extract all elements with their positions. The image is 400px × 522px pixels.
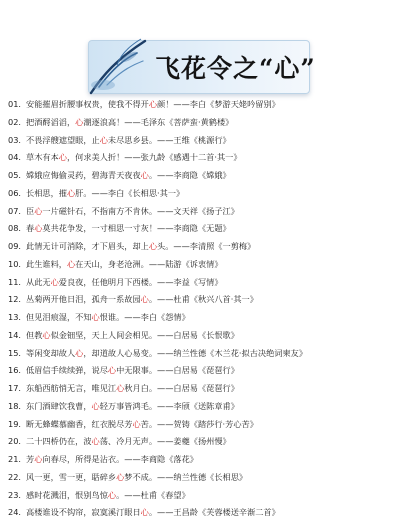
verse-number: 17. [8,383,22,393]
title-banner [88,40,316,94]
verse-item [8,327,396,345]
verse-item [8,149,396,167]
verse-text: 东船西舫悄无言，唯见江心秋月白。——白居易《琵琶行》 [26,383,239,393]
verse-item [8,362,396,380]
page-title: 飞花令之“心” [155,54,316,83]
verse-item [8,274,396,292]
verse-text: 从此无心爱良夜，任他明月下西楼。——李益《写情》 [26,276,223,287]
verse-text: 把酒酹滔滔，心潮逐浪高！——毛泽东《菩萨蛮·黄鹤楼》 [26,116,234,127]
verse-number: 20. [8,436,22,447]
verse-item [8,256,396,274]
verse-text: 此情无计可消除，才下眉头，却上心头。——李清照《一剪梅》 [26,241,256,251]
verse-text: 芳心向春尽，所得是沾衣。——李商隐《落花》 [26,454,198,464]
verse-list [8,96,396,522]
verse-number: 01. [8,99,22,109]
verse-text: 风一更，雪一更，聒碎乡心梦不成。——纳兰性德《长相思》 [26,471,248,482]
verse-text: 感时花溅泪，恨别鸟惊心。——杜甫《春望》 [26,489,190,500]
verse-number: 06. [8,187,22,198]
verse-number: 16. [8,365,22,376]
verse-item [8,238,396,256]
verse-item [8,185,396,203]
verse-text: 草木有本心，何求美人折！——张九龄《感遇十二首·其一》 [26,152,242,163]
verse-text: 长相思，摧心肝。——李白《长相思·其一》 [26,187,185,198]
verse-number: 02. [8,116,22,127]
verse-text: 但见泪痕湿，不知心恨谁。——李白《怨情》 [26,312,190,322]
verse-number: 13. [8,312,22,322]
verse-text: 二十四桥仍在，波心荡、冷月无声。——姜夔《扬州慢》 [26,436,231,447]
verse-text: 春心莫共花争发，一寸相思一寸灰！——李商隐《无题》 [26,223,231,234]
verse-item [8,345,396,363]
verse-text: 安能摧眉折腰事权贵，使我不得开心颜！——李白《梦游天姥吟留别》 [26,99,280,109]
verse-item [8,451,396,469]
verse-number: 19. [8,418,22,429]
verse-item [8,398,396,416]
verse-number: 04. [8,152,22,163]
verse-number: 09. [8,241,22,251]
verse-number: 23. [8,489,22,500]
verse-text: 此生谁料，心在天山，身老沧洲。——陆游《诉衷情》 [26,258,223,269]
verse-text: 不畏浮艘遮望眼，止心未尽思乡县。——王维《桃源行》 [26,134,231,145]
verse-item [8,487,396,505]
verse-number: 07. [8,205,22,216]
verse-number: 21. [8,454,22,464]
verse-text: 高楼谁设不钩帘，寂寞溪汀眼日心。——王昌龄《芙蓉楼送辛渐二首》 [26,507,280,518]
verse-number: 22. [8,471,22,482]
verse-number: 03. [8,134,22,145]
verse-text: 嫦娥应悔偷灵药，碧海青天夜夜心。——李商隐《嫦娥》 [26,170,231,180]
verse-item [8,469,396,487]
verse-number: 11. [8,276,22,287]
verse-number: 15. [8,347,22,358]
verse-item [8,433,396,451]
verse-text: 丛菊两开他日泪，孤舟一系故园心。——杜甫《秋兴八首·其一》 [26,294,258,305]
verse-item [8,132,396,150]
ink-wash-reed-icon [87,35,151,97]
verse-number: 08. [8,223,22,234]
verse-text: 等闲变却故人心，却道故人心易变。——纳兰性德《木兰花·拟古决绝词柬友》 [26,347,308,358]
verse-text: 断无蜂蝶慕幽香，红衣脱尽芳心苦。——贺铸《踏莎行·芳心苦》 [26,418,258,429]
verse-item [8,380,396,398]
verse-item [8,291,396,309]
verse-number: 24. [8,507,22,518]
verse-item [8,114,396,132]
verse-item [8,167,396,185]
verse-item [8,203,396,221]
verse-item [8,504,396,522]
verse-item [8,220,396,238]
verse-item [8,96,396,114]
verse-number: 12. [8,294,22,305]
verse-text: 但教心似金钿坚，天上人间会相见。——白居易《长恨歌》 [26,329,239,340]
verse-number: 14. [8,329,22,340]
verse-number: 10. [8,258,22,269]
verse-number: 18. [8,400,22,411]
verse-number: 05. [8,170,22,180]
verse-text: 东门酒肆饮我曹，心轻万事皆鸿毛。——李颀《送陈章甫》 [26,400,239,411]
verse-item [8,309,396,327]
verse-item [8,416,396,434]
verse-text: 臣心一片磁针石，不指南方不肯休。——文天祥《扬子江》 [26,205,239,216]
verse-text: 低眉信手续续弹，说尽心中无限事。——白居易《琵琶行》 [26,365,239,376]
